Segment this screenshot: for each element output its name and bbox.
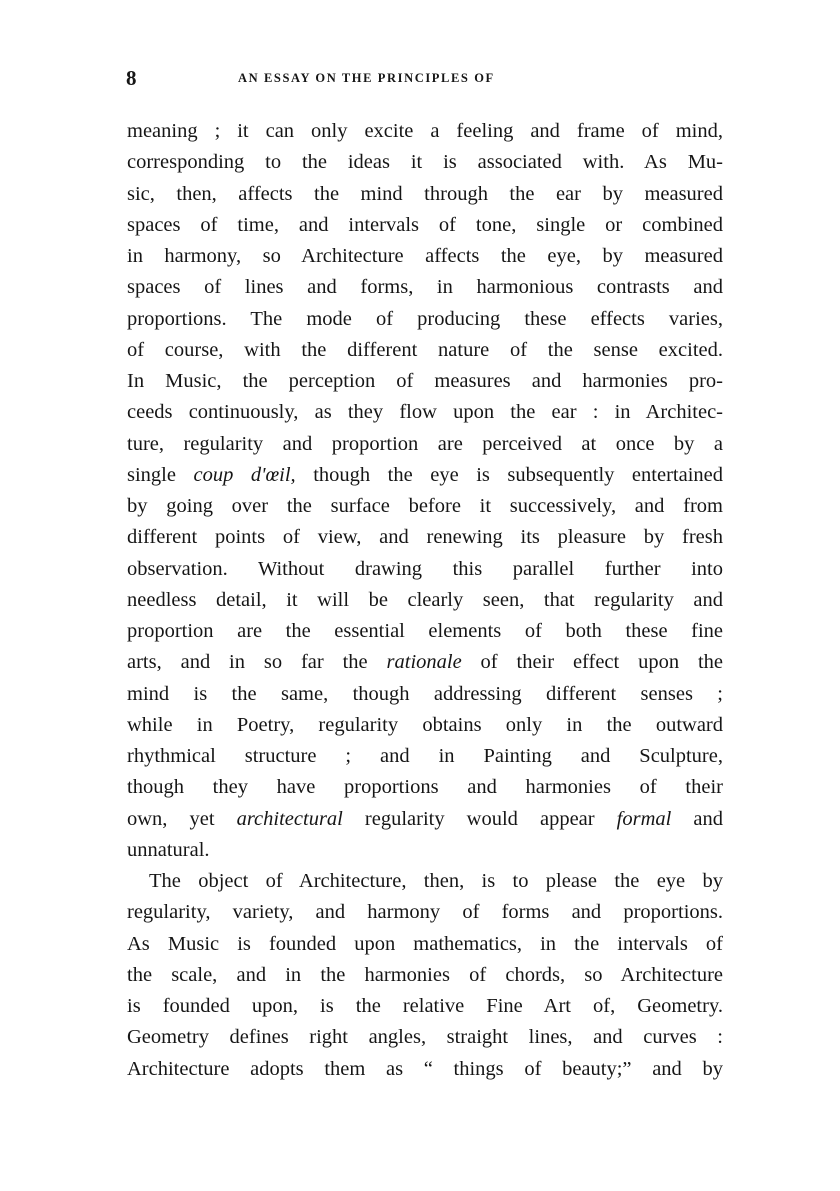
text-run: sic, then, affects the mind through the ear by measured — [127, 182, 723, 205]
text-run: observation. Without drawing this parallel further into — [127, 557, 723, 580]
text-line — [127, 366, 723, 397]
text-run: and — [671, 807, 723, 830]
text-run: rhythmical structure ; and in Painting and Sculpture, — [127, 745, 723, 767]
text-line — [127, 460, 723, 491]
text-line — [127, 1022, 723, 1053]
text-line — [127, 679, 723, 710]
text-run: meaning ; it can only excite a feeling and frame of mind, — [127, 120, 723, 142]
text-run: ture, regularity and proportion are perceived at once by a — [127, 432, 723, 455]
text-run: As Music is founded upon mathematics, in the intervals of — [127, 932, 723, 955]
text-line — [127, 991, 723, 1022]
text-run: though they have proportions and harmonies of their — [127, 776, 723, 799]
text-line — [127, 304, 723, 335]
text-line — [127, 522, 723, 553]
text-run: spaces of lines and forms, in harmonious contrasts and — [127, 276, 723, 299]
italic-phrase: coup d'œil, — [193, 463, 296, 486]
text-line — [127, 929, 723, 960]
text-run: is founded upon, is the relative Fine Art of, Geometry. — [127, 995, 723, 1017]
text-run: Geometry defines right angles, straight lines, and curves : — [127, 1026, 723, 1049]
text-run: proportion are the essential elements of both these fine — [127, 620, 723, 642]
text-line — [127, 491, 723, 522]
text-line — [127, 866, 723, 897]
text-line — [127, 554, 723, 585]
text-run: In Music, the perception of measures and harmonies pro- — [127, 370, 723, 392]
text-run: Architecture adopts them as “ things of beauty;” and by — [127, 1057, 723, 1080]
text-run: of their effect upon the — [461, 651, 723, 674]
text-line — [127, 179, 723, 210]
italic-phrase: rationale — [386, 651, 462, 674]
running-title: AN ESSAY ON THE PRINCIPLES OF — [238, 71, 495, 85]
text-line — [127, 835, 723, 866]
text-line — [127, 147, 723, 178]
text-run: needless detail, it will be clearly seen, that regularity and — [127, 588, 723, 611]
text-line — [127, 897, 723, 928]
text-run: mind is the same, though addressing different senses ; — [127, 682, 723, 705]
text-run: though the eye is subsequently entertained — [295, 463, 723, 486]
text-line — [127, 647, 723, 678]
text-run: by going over the surface before it successively, and from — [127, 495, 723, 517]
text-run: in harmony, so Architecture affects the eye, by measured — [127, 245, 723, 267]
text-run: The object of Architecture, then, is to please the eye by — [149, 870, 723, 892]
text-line — [127, 585, 723, 616]
text-line — [127, 1054, 723, 1085]
text-line — [127, 741, 723, 772]
text-run: proportions. The mode of producing these effects varies, — [127, 307, 723, 330]
page-number: 8 — [126, 66, 137, 90]
text-line — [127, 116, 723, 147]
italic-phrase: formal — [616, 807, 672, 830]
text-run: own, yet — [127, 807, 237, 830]
text-run: single — [127, 463, 194, 486]
text-run: regularity would appear — [342, 807, 617, 830]
text-run: of course, with the different nature of the sense excited. — [127, 338, 723, 361]
text-run: arts, and in so far the — [127, 651, 387, 674]
text-run: regularity, variety, and harmony of forms and proportions. — [127, 901, 723, 924]
text-run: ceeds continuously, as they flow upon the ear : in Architec- — [127, 401, 723, 424]
text-line — [127, 335, 723, 366]
text-run: different points of view, and renewing its pleasure by fresh — [127, 526, 723, 549]
text-run: unnatural. — [127, 838, 210, 861]
text-run: the scale, and in the harmonies of chords, so Architecture — [127, 963, 723, 986]
text-line — [127, 397, 723, 428]
text-line — [127, 960, 723, 991]
body-text — [127, 116, 723, 1085]
text-run: while in Poetry, regularity obtains only in the outward — [127, 713, 723, 736]
text-line — [127, 210, 723, 241]
text-line — [127, 616, 723, 647]
text-line — [127, 710, 723, 741]
text-run: spaces of time, and intervals of tone, single or combined — [127, 213, 723, 236]
text-line — [127, 772, 723, 803]
italic-phrase: architectural — [236, 807, 343, 830]
text-line — [127, 804, 723, 835]
text-line — [127, 429, 723, 460]
text-line — [127, 241, 723, 272]
text-line — [127, 272, 723, 303]
text-run: corresponding to the ideas it is associated with. As Mu- — [127, 151, 723, 174]
